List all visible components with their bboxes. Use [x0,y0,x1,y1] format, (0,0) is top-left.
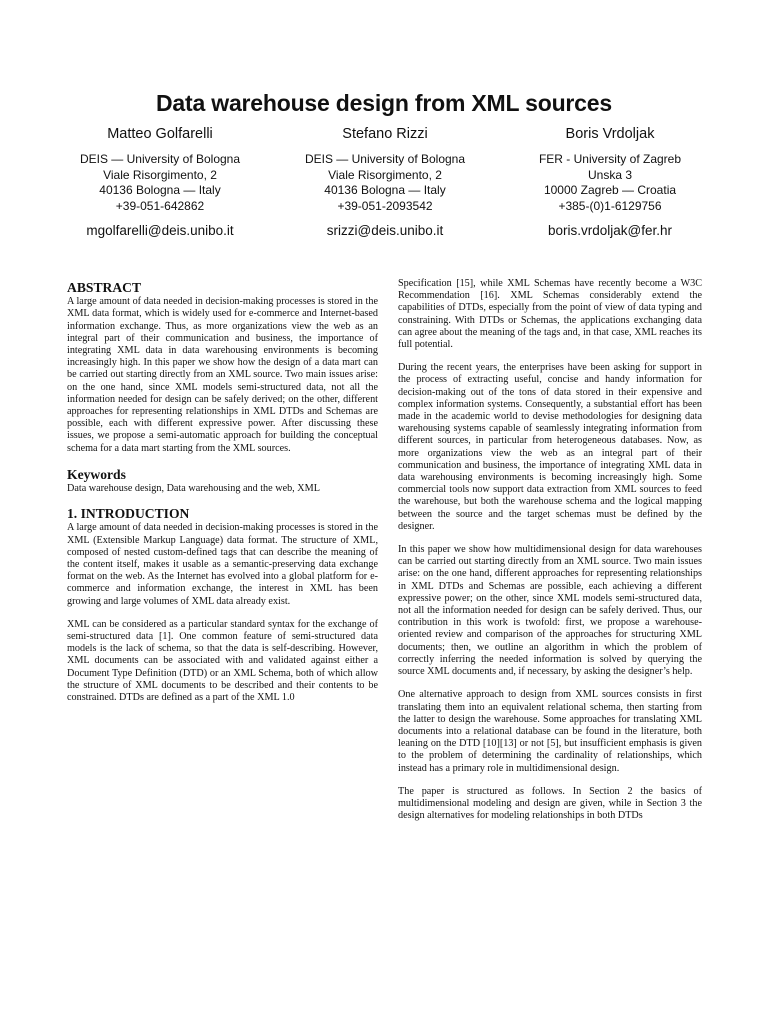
affiliation-line: Viale Risorgimento, 2 [328,167,442,182]
author-email: srizzi@deis.unibo.it [326,223,444,238]
author-affiliation [490,152,730,214]
affiliation-line: Viale Risorgimento, 2 [103,167,217,182]
author-block-2 [265,126,505,238]
author-affiliation [40,152,280,214]
affiliation-line: Unska 3 [587,167,633,182]
author-phone: +39-051-2093542 [337,198,433,213]
affiliation-line: FER - University of Zagreb [538,152,682,166]
author-affiliation [265,152,505,214]
author-phone: +39-051-642862 [115,198,205,213]
keywords-text: Data warehouse design, Data warehousing and the web, XML [67,483,320,495]
body-paragraph: In this paper we show how multidimensional design for data warehouses can be carried out starting directly from an XML source. Two main issues arise: on the one hand, different approaches for representing relationships in XML DTDs and Schemas are possible, each achieving a different expressive power; on the other, since XML models semi-structured data, not all the information needed for design can be safely derived. Thus, our contribution in this work is twofold: first, we propose a warehouse-oriented review and comparison of the approaches for structuring XML documents; then, we outline an algorithm in which the problem of correctly inferring the needed information is solved by querying the source XML documents and, if necessary, by asking the designer’s help. [398,544,702,678]
keywords-heading: Keywords [67,466,126,482]
author-name: Matteo Golfarelli [107,126,213,142]
body-paragraph: During the recent years, the enterprises have been asking for support in the process of extracting useful, concise and handy information for decision-making out of the tons of data stored in their expensive and complex information systems. Consequently, a substantial effort has been made in the academic world to devise methodologies for designing data warehousing systems capable of seamlessly integrating information from different sources, in particular from heterogeneous databases. Now, as more organizations view the web as an integral part of their communication and business, the importance of integrating XML data in data warehousing environments is becoming increasingly high. Some commercial tools now support data extraction from XML sources to feed the warehouse, but both the warehouse schema and the logical mapping between the source and the target schemas must be defined by the designer. [398,362,702,532]
abstract-heading: ABSTRACT [67,280,142,295]
body-paragraph: The paper is structured as follows. In Section 2 the basics of multidimensional modeling and design are given, while in Section 3 the design alternatives for modeling relationships in both DTDs [398,785,702,822]
affiliation-line: 40136 Bologna — Italy [324,183,446,197]
introduction-paragraph: A large amount of data needed in decision-making processes is stored in the XML (Extensible Markup Language) data format. The structure of XML, composed of nested custom-defined tags that can describe the meaning of the content itself, makes it usable as a semantic-preserving data exchange format on the web. As the Internet has evolved into a global platform for e-commerce and information exchange, the interest in XML has been growing and large volumes of XML data already exist. [67,522,378,607]
abstract-text: A large amount of data needed in decision-making processes is stored in the XML data format, which is widely used for e-commerce and Internet-based information exchange. Thus, as more organizations view the web as an integral part of their communication and business, the importance of integrating XML data in data warehousing environments is becoming increasingly high. In this paper we show how the design of a data mart can be carried out starting directly from an XML source. Two main issues arise: on the one hand, since XML models semi-structured data, not all the information needed for design can be safely derived; on the other, different approaches for representing relationships in XML DTDs and Schemas are possible, each with different expressive power. After discussing these issues, we propose a semi-automatic approach for building the conceptual schema for a data mart starting from the XML sources. [67,296,378,454]
author-block-3 [490,126,730,238]
author-phone: +385-(0)1-6129756 [558,198,662,213]
affiliation-line: 10000 Zagreb — Croatia [543,183,677,197]
author-block-1 [40,126,280,238]
body-paragraph: One alternative approach to design from XML sources consists in first translating them into an equivalent relational schema, then starting from the latter to design the warehouse. Some approaches for translating XML documents into a relational database can be found in the literature, both leaning on the DTD [10][13] or not [5], but insufficient emphasis is given to the problem of determining the cardinality of relationships, which instead has a primary role in multidimensional design. [398,689,702,774]
right-column [398,278,702,833]
body-paragraph: Specification [15], while XML Schemas have recently become a W3C Recommendation [16]. XML Schemas considerably extend the capabilities of DTDs, especially from the point of view of data typing and constraining. With DTDs or Schemas, the applications exchanging data can agree about the meaning of the tags and, in that case, XML reaches its full potential. [398,278,702,351]
affiliation-line: DEIS — University of Bologna [79,152,241,166]
introduction-heading: 1. INTRODUCTION [67,506,190,522]
affiliation-line: 40136 Bologna — Italy [99,183,221,197]
paper-title: Data warehouse design from XML sources [156,90,612,116]
author-name: Boris Vrdoljak [565,126,655,142]
affiliation-line: DEIS — University of Bologna [304,152,466,166]
introduction-paragraph: XML can be considered as a particular standard syntax for the exchange of semi-structured data [1]. One common feature of semi-structured data models is the lack of schema, so that the data is self-describing. However, XML documents can be associated with and validated against either a Document Type Definition (DTD) or an XML Schema, both of which allow the structure of XML documents to be described and their contents to be constrained. DTDs are defined as a part of the XML 1.0 [67,618,378,704]
author-email: boris.vrdoljak@fer.hr [548,223,672,238]
author-email: mgolfarelli@deis.unibo.it [86,223,234,238]
author-name: Stefano Rizzi [342,126,428,142]
left-column [67,282,378,715]
